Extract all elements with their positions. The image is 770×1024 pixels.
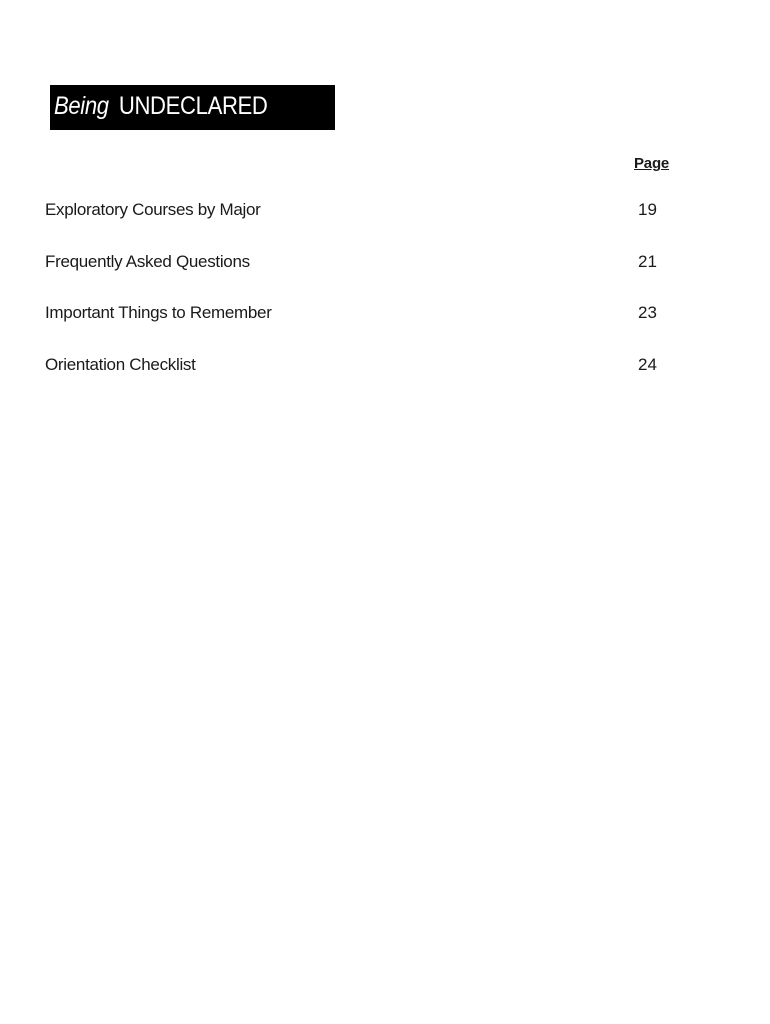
toc-entry-orientation-checklist: [45, 354, 685, 406]
toc-entry-page-number: 23: [638, 303, 657, 322]
toc-entry-page-number: 24: [638, 354, 657, 374]
toc-entry-label: Important Things to Remember: [45, 303, 272, 322]
toc-entry-page-number: 21: [638, 251, 657, 271]
table-of-contents: [45, 199, 685, 405]
toc-entry-label: Orientation Checklist: [45, 354, 196, 374]
title-italic-part: Being: [54, 92, 109, 120]
page-title: [54, 89, 277, 123]
toc-entry-label: Frequently Asked Questions: [45, 251, 250, 271]
page-column-header: Page: [634, 155, 670, 172]
title-regular-part: UNDECLARED: [118, 92, 268, 120]
title-banner: [50, 85, 335, 130]
toc-entry-faq: [45, 251, 685, 303]
toc-entry-important-things: [45, 302, 685, 354]
toc-entry-page-number: 19: [638, 200, 657, 219]
toc-entry-label: Exploratory Courses by Major: [45, 200, 261, 219]
toc-entry-exploratory-courses: [45, 199, 685, 251]
